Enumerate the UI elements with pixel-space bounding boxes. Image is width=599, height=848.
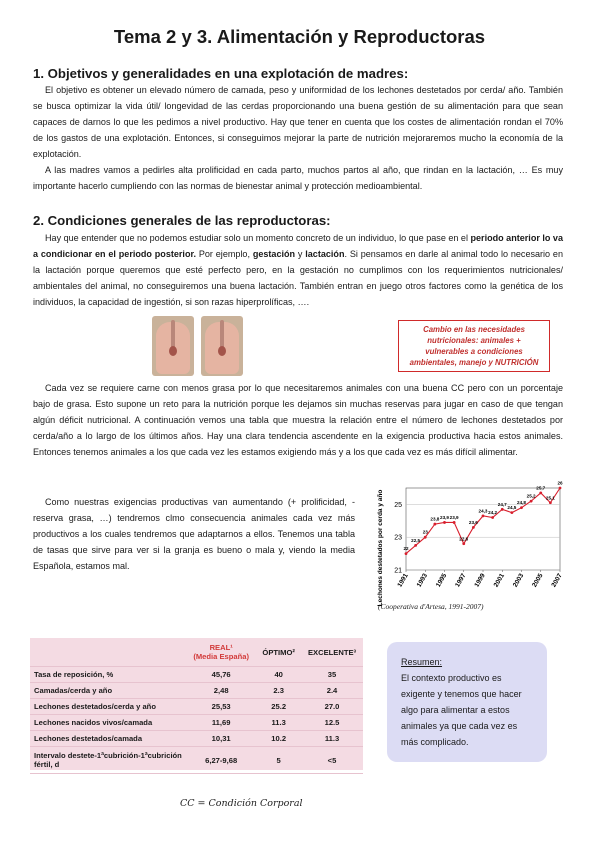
chart-data-point (491, 516, 494, 519)
section2-paragraph3: Como nuestras exigencias productivas van aumentando (+ prolificidad, - reserva grasa, …) tendremos clmo consecuencia animales cada vez más productivos a los cuales tendremos que adaptarnos a ellos. Tenemos una tabla de tasas que sirve para ver si la granja es bueno o mala y, viendo la media Española, estamos mal. (33, 497, 355, 571)
chart-y-tick-label: 23 (394, 534, 402, 542)
chart-data-label: 22,5 (411, 537, 421, 543)
section1-heading: 1. Objetivos y generalidades en una explotación de madres: (33, 66, 409, 81)
chart-data-label: 25,1 (545, 495, 555, 501)
chart-x-tick-label: 1995 (434, 572, 449, 589)
chart-x-tick-label: 2007 (550, 572, 564, 589)
chart-data-point (424, 536, 427, 539)
chart-x-tick-label: 1999 (473, 572, 487, 589)
section1-paragraph1: El objetivo es obtener un elevado número de camada, peso y uniformidad de los lechones destetados por cerda/ año. También se busca optimizar la vida útil/ longevidad de las cerdas proporcionando una buena gestión de su alimentación para que sean capaces de darnos lo que les pedimos a nivel productivo. Hay que tener en cuenta que los costes de alimentación rondan el 70% de los gastos de una explotación. Entonces, si conseguimos mejorar la parte de nutrición mejoraremos mucho la economía de la explotación. (33, 85, 563, 159)
chart-data-label: 24,5 (507, 505, 517, 511)
chart-plot-frame (406, 488, 560, 570)
chart-x-tick-label: 1997 (454, 572, 468, 589)
table-row: Intervalo destete-1ªcubrición-1ªcubrición fértil, d 6,27-9,68 5 <5 (30, 747, 363, 774)
table-row: Lechones destetados/cerda y año 25,53 25.2 27.0 (30, 699, 363, 715)
chart-data-point (443, 521, 446, 524)
table-row: Lechones nacidos vivos/camada 11,69 11.3 12.5 (30, 715, 363, 731)
chart-data-label: 23 (422, 529, 428, 535)
nutrition-change-callout: Cambio en las necesidades nutricionales: animales + vulnerables a condiciones ambientales, manejo y NUTRICIÓN (398, 320, 550, 372)
chart-data-label: 24,7 (497, 501, 507, 507)
chart-data-point (453, 521, 456, 524)
chart-series-line (406, 488, 560, 554)
chart-data-point (501, 508, 504, 511)
page-title: Tema 2 y 3. Alimentación y Reproductoras (113, 26, 486, 47)
section2-heading: 2. Condiciones generales de las reproductoras: (33, 213, 331, 228)
chart-data-point (462, 542, 465, 545)
chart-data-point (520, 506, 523, 509)
table-header-row (30, 638, 363, 667)
header-optimo: ÓPTIMO² (256, 638, 301, 667)
chart-data-label: 23,9 (449, 514, 459, 520)
handwritten-note: CC = Condición Corporal (180, 798, 303, 809)
table-row: Lechones destetados/camada 10,31 10.2 11.3 (30, 731, 363, 747)
chart-data-label: 24,3 (478, 508, 488, 514)
chart-x-tick-label: 2005 (531, 572, 545, 589)
reproduction-rates-table (30, 638, 363, 770)
chart-data-point (472, 526, 475, 529)
chart-x-tick-label: 2001 (492, 572, 506, 589)
chart-y-tick-label: 25 (394, 501, 402, 509)
chart-data-point (539, 492, 542, 495)
section1-paragraph2: A las madres vamos a pedirles alta prolificidad en cada parto, muchos partos al año, que rindan en la lactación, … Es muy importante hacerlo cumpliendo con las normas de bienestar animal y protección medioambiental. (33, 165, 563, 191)
chart-data-point (433, 523, 436, 526)
chart-data-label: 23,8 (430, 516, 440, 522)
chart-data-label: 23,6 (468, 519, 478, 525)
chart-data-point (549, 501, 552, 504)
table-row: Camadas/cerda y año 2,48 2.3 2.4 (30, 683, 363, 699)
chart-data-label: 25,2 (526, 493, 536, 499)
table-row: Tasa de reposición, % 45,76 40 35 (30, 667, 363, 683)
header-excelente: EXCELENTE³ (301, 638, 363, 667)
sow-photo-1 (152, 316, 194, 376)
chart-data-label: 22 (403, 546, 409, 552)
chart-caption: (Cooperativa d'Artesa, 1991-2007) (378, 602, 484, 611)
chart-data-label: 24,8 (517, 500, 526, 506)
chart-data-label: 22,6 (459, 536, 469, 542)
chart-data-point (559, 487, 562, 490)
chart-data-point (510, 511, 513, 514)
piglets-weaned-chart (368, 478, 568, 618)
chart-data-point (482, 514, 485, 517)
section2-paragraph2: Cada vez se requiere carne con menos grasa por lo que necesitaremos animales con una buena CC pero con un porcentaje bajo de grasa. Esto supone un reto para la nutrición porque les dejamos sin muchas reservas para jugar en caso de que tengan algún déficit nutricional. A continuación vemos una tabla que muestra la relación entre el número de lechones destetados por cerda/año a lo largo de los últimos años. Hay una clara tendencia ascendente en la exigencia productiva hacia estos animales. Entonces tenemos animales a los que cada vez les estamos exigiendo más y a los que cada vez es más difícil alimentar. (33, 383, 563, 457)
chart-y-axis-label: Lechones destetados por cerda y año (377, 489, 384, 607)
summary-heading: Resumen: (401, 657, 443, 667)
piglets-weaned-chart-svg (368, 478, 568, 608)
chart-data-point (530, 500, 533, 503)
chart-data-label: 25,7 (536, 485, 546, 491)
chart-data-label: 24,2 (488, 510, 498, 516)
sow-photo-2 (201, 316, 243, 376)
chart-y-tick-label: 21 (394, 567, 402, 575)
summary-box (387, 642, 547, 762)
chart-x-tick-label: 1991 (396, 572, 410, 589)
chart-data-label: 23,9 (440, 514, 449, 520)
chart-x-tick-label: 2003 (511, 572, 526, 589)
chart-x-tick-label: 1993 (415, 572, 429, 589)
chart-data-label: 26 (557, 480, 563, 486)
header-real: REAL¹ (Media España) (186, 638, 256, 667)
chart-data-point (405, 552, 408, 555)
summary-text: El contexto productivo es exigente y tenemos que hacer algo para alimentar a estos animales ya que cada vez es más complicado. (401, 673, 522, 747)
section2-paragraph1: Hay que entender que no podemos estudiar solo un momento concreto de un individuo, lo que pase en el periodo anterior lo va a condicionar en el periodo posterior. Por ejemplo, gestación y lactación. Si pensamos en darle al animal todo lo necesario en la lactación porque queremos que esté perfecto pero, en la gestación no cumplimos con los requerimientos nutricionales/ ambientales del animal, no conseguiremos una buena lactación. También entran en juego otros factores como la genética de los individuos, la capacidad de ingestión, si son razas hiperprolíficas, …. (33, 233, 563, 307)
chart-data-point (414, 544, 417, 547)
